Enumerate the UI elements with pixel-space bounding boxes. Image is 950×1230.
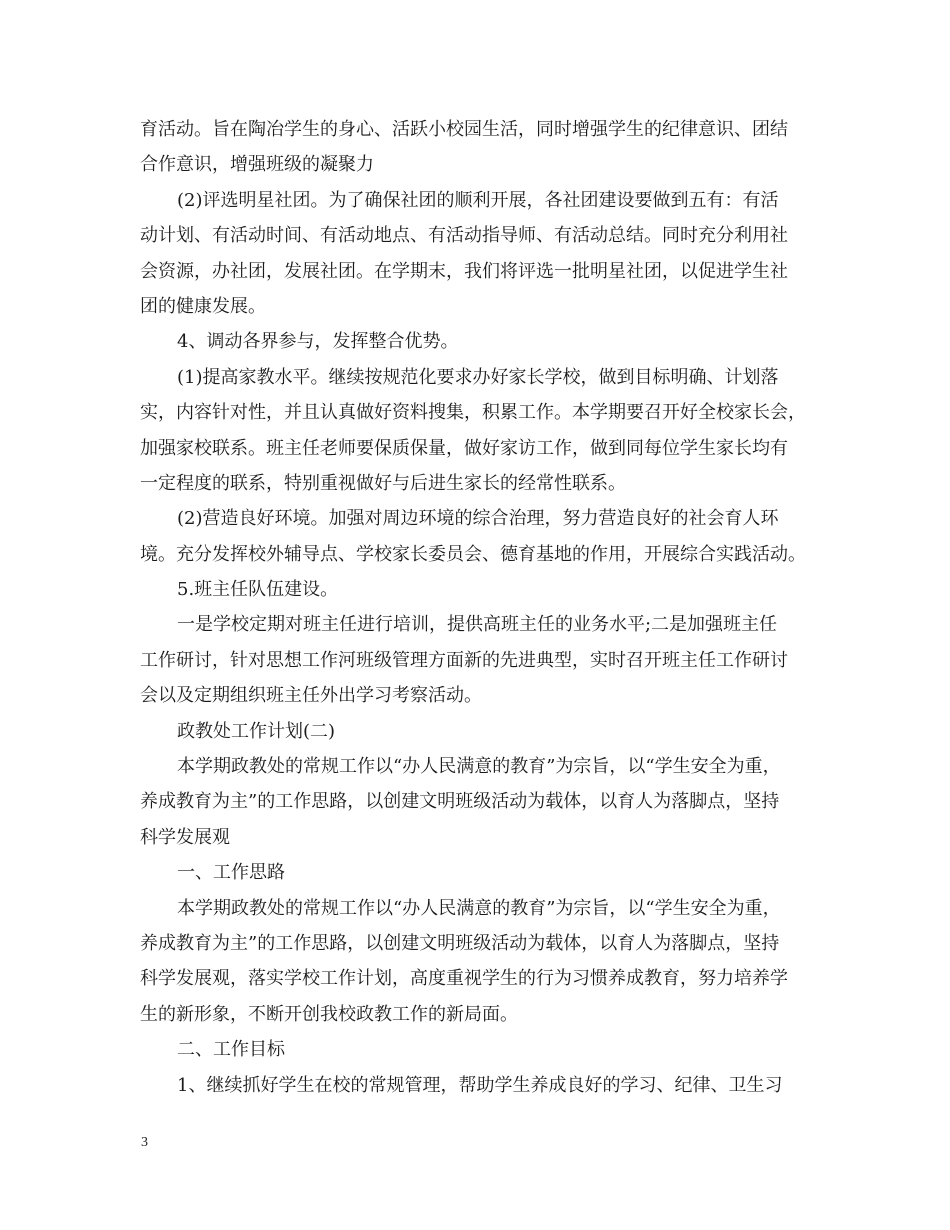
body-text-line: 科学发展观 <box>140 826 230 848</box>
body-text-line: 本学期政教处的常规工作以“办人民满意的教育”为宗旨，以“学生安全为重， <box>177 756 781 778</box>
body-text-line: 养成教育为主”的工作思路，以创建文明班级活动为载体，以育人为落脚点，坚持 <box>140 932 780 954</box>
section-heading: 5.班主任队伍建设。 <box>177 579 339 601</box>
body-text-line: 会资源，办社团，发展社团。在学期末，我们将评选一批明星社团，以促进学生社 <box>140 260 788 282</box>
body-text-line: 养成教育为主”的工作思路，以创建文明班级活动为载体，以育人为落脚点，坚持 <box>140 791 780 813</box>
section-heading: 4、调动各界参与，发挥整合优势。 <box>177 331 459 353</box>
body-text-line: (2)营造良好环境。加强对周边环境的综合治理，努力营造良好的社会育人环 <box>177 508 779 530</box>
body-text-line: 动计划、有活动时间、有活动地点、有活动指导师、有活动总结。同时充分利用社 <box>140 225 788 247</box>
body-text-line: (1)提高家教水平。继续按规范化要求办好家长学校，做到目标明确、计划落 <box>177 366 779 388</box>
body-text-line: 实，内容针对性，并且认真做好资料搜集，积累工作。本学期要召开好全校家长会， <box>140 402 806 424</box>
body-text-line: 科学发展观，落实学校工作计划，高度重视学生的行为习惯养成教育，努力培养学 <box>140 968 788 990</box>
body-text-line: 本学期政教处的常规工作以“办人民满意的教育”为宗旨，以“学生安全为重， <box>177 897 781 919</box>
body-text-line: 加强家校联系。班主任老师要保质保量，做好家访工作，做到同每位学生家长均有 <box>140 437 788 459</box>
body-text-line: 工作研讨，针对思想工作河班级管理方面新的先进典型，实时召开班主任工作研讨 <box>140 649 788 671</box>
body-text-line: 生的新形象，不断开创我校政教工作的新局面。 <box>140 1003 518 1025</box>
body-text-line: 会以及定期组织班主任外出学习考察活动。 <box>140 685 482 707</box>
body-text-line: 1、继续抓好学生在校的常规管理，帮助学生养成良好的学习、纪律、卫生习 <box>177 1074 783 1096</box>
body-text-line: 一定程度的联系，特别重视做好与后进生家长的经常性联系。 <box>140 472 626 494</box>
page-number: 3 <box>141 1135 148 1150</box>
document-body <box>140 112 830 1103</box>
body-text-line: 育活动。旨在陶冶学生的身心、活跃小校园生活，同时增强学生的纪律意识、团结 <box>140 119 788 140</box>
document-subtitle: 政教处工作计划(二) <box>177 720 336 742</box>
body-text-line: (2)评选明星社团。为了确保社团的顺利开展，各社团建设要做到五有：有活 <box>177 189 779 211</box>
section-heading: 一、工作思路 <box>177 862 285 884</box>
body-text-line: 团的健康发展。 <box>140 295 266 317</box>
section-heading: 二、工作目标 <box>177 1039 285 1061</box>
body-text-line: 一是学校定期对班主任进行培训，提供高班主任的业务水平;二是加强班主任 <box>177 614 778 636</box>
body-text-line: 境。充分发挥校外辅导点、学校家长委员会、德育基地的作用，开展综合实践活动。 <box>140 543 806 565</box>
body-text-line: 合作意识，增强班级的凝聚力 <box>140 154 374 176</box>
